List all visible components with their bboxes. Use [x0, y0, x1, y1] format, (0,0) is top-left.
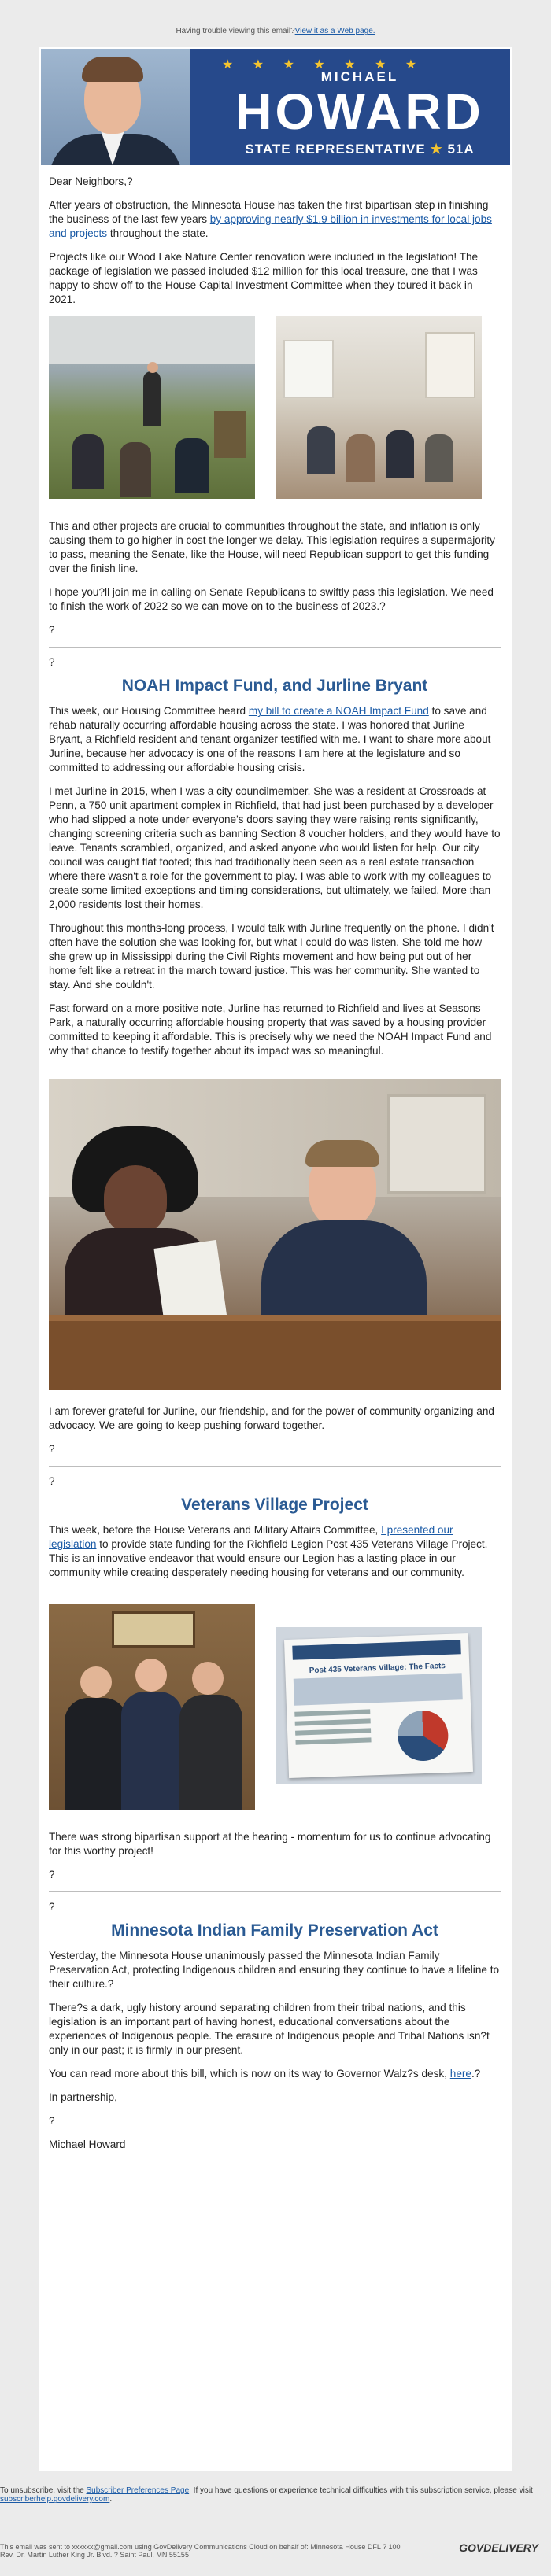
- icwa-paragraph-3: [49, 2067, 501, 2081]
- intro-paragraph-4: I hope you?ll join me in calling on Senate Republicans to swiftly pass this legislation. We need to finish the work of 2022 so we can move on to the business of 2023.?: [49, 586, 494, 612]
- portrait-photo: [41, 49, 190, 165]
- legion-group-photo: [49, 1604, 255, 1810]
- subscriber-preferences-link[interactable]: Subscriber Preferences Page: [86, 2486, 190, 2495]
- spacer-text: ?: [49, 2115, 55, 2127]
- noah-heading: NOAH Impact Fund, and Jurline Bryant: [121, 677, 428, 695]
- veterans-paragraph-2: There was strong bipartisan support at the hearing - momentum for us to continue advocating for this worthy project!: [49, 1831, 491, 1857]
- noah-text: to save and rehab naturally occurring affordable housing across the state. I was honored that Jurline Bryant, a Richfield resident and tenant organizer testified with me. I want to share more about Jurline, because her advocacy is one of the reasons I am here at the legislature and so committed to addressing our affordable housing crisis.: [49, 705, 491, 773]
- presented-legislation-link[interactable]: I presented our legislation: [49, 1524, 453, 1550]
- veterans-village-poster: [276, 1627, 482, 1784]
- preheader-text: Having trouble viewing this email?: [176, 27, 295, 35]
- noah-paragraph-3: Throughout this months-long process, I would talk with Jurline frequently on the phone. I didn't often have the solution she was looking for, but what I could do was listen. She told me how she grew up in Mississippi during the Civil Rights movement and how being put out of her home felt like a retreat in the march toward justice. This was her community. She wanted to stay. And she couldn't.: [49, 922, 494, 991]
- icwa-paragraph-1: Yesterday, the Minnesota House unanimously passed the Minnesota Indian Family Preservation Act, protecting Indigenous children and ensuring they continue to have a lifeline to their culture.?: [49, 1950, 500, 1990]
- read-more-link[interactable]: here: [449, 2068, 471, 2080]
- banner-district: 51A: [447, 142, 475, 157]
- indoor-tour-photo: [276, 316, 482, 499]
- hearing-photo: [49, 1079, 501, 1390]
- poster-title: Post 435 Veterans Village: The Facts: [309, 1662, 446, 1676]
- noah-bill-link[interactable]: my bill to create a NOAH Impact Fund: [248, 705, 429, 717]
- icwa-text: .?: [471, 2068, 481, 2080]
- wood-lake-photos: [49, 316, 501, 499]
- header-banner: [41, 49, 510, 165]
- icwa-text: You can read more about this bill, which is now on its way to Governor Walz?s desk,: [49, 2068, 450, 2080]
- email-body: [39, 47, 512, 2471]
- veterans-photos: [49, 1604, 501, 1810]
- spacer-text: ?: [49, 656, 55, 668]
- veterans-paragraph-1: [49, 1523, 501, 1580]
- spacer-text: ?: [49, 624, 55, 636]
- veterans-heading: Veterans Village Project: [181, 1496, 368, 1514]
- veterans-text: This week, before the House Veterans and Military Affairs Committee,: [49, 1524, 382, 1536]
- icwa-heading: Minnesota Indian Family Preservation Act: [111, 1921, 438, 1939]
- subscriber-help-link[interactable]: subscriberhelp.govdelivery.com: [0, 2495, 110, 2504]
- footer-text: . If you have questions or experience technical difficulties with this subscription service, please visit: [189, 2486, 533, 2495]
- noah-paragraph-4: Fast forward on a more positive note, Jurline has returned to Richfield and lives at Seasons Park, a naturally occurring affordable housing property that was saved by a housing provider committed to keeping it affordable. This is precisely why we need the NOAH Impact Fund and why that chance to testify together about its impact was so meaningful.: [49, 1002, 492, 1057]
- intro-text: throughout the state.: [107, 227, 209, 239]
- banner-last-name: HOWARD: [235, 83, 484, 140]
- intro-paragraph-3: This and other projects are crucial to communities throughout the state, and inflation is only causing them to go higher in cost the longer we delay. This legislation requires a supermajority to pass, meaning the Senate, like the House, will need Republican support to get this funding over the finish line.: [49, 520, 495, 574]
- investments-link[interactable]: by approving nearly $1.9 billion in investments for local jobs and projects: [49, 213, 492, 239]
- intro-paragraph-1: [49, 198, 501, 241]
- icwa-paragraph-2: There?s a dark, ugly history around separating children from their tribal nations, and this legislation is an important part of having honest, educational conversations about the experiences of Indigenous people. The erasure of Indigenous people and Tribal Nations isn?t only in our past; it is firmly in our present.: [49, 2002, 490, 2056]
- web-page-link[interactable]: View it as a Web page.: [294, 27, 375, 35]
- spacer-text: ?: [49, 1901, 55, 1913]
- banner-first-name: MICHAEL: [320, 69, 399, 84]
- spacer-text: ?: [49, 1475, 55, 1487]
- intro-text: After years of obstruction, the Minnesota House has taken the first bipartisan step in finishing the business of the last few years: [49, 199, 489, 225]
- star-icon: ★: [430, 142, 443, 157]
- footer-text: .: [109, 2495, 113, 2504]
- section-divider: [49, 1466, 501, 1467]
- noah-paragraph-1: [49, 704, 501, 775]
- footer-text: To unsubscribe, visit the: [0, 2486, 87, 2495]
- spacer-text: ?: [49, 1869, 55, 1880]
- banner-title: STATE REPRESENTATIVE: [245, 142, 426, 157]
- banner-stars: ★ ★ ★ ★ ★ ★ ★: [222, 58, 425, 72]
- noah-text: This week, our Housing Committee heard: [49, 705, 249, 717]
- sender-line-2: Rev. Dr. Martin Luther King Jr. Blvd. ? Saint Paul, MN 55155: [0, 2551, 189, 2559]
- spacer-text: ?: [49, 1443, 55, 1455]
- noah-paragraph-2: I met Jurline in 2015, when I was a city councilmember. She was a resident at Crossroads at Penn, a 750 unit apartment complex in Richfield, that had just been purchased by a developer who had slipped a note under everyone's doors saying they were raising rents significantly, changing screening criteria such as banning Section 8 voucher holders, and they would have to leave. Tenants scrambled, organized, and asked anyone who would listen for help. Our city council was caught flat footed; this had traditionally been seen as a real estate transaction where there wasn't a role for the government to play. I was able to work with my colleagues to create some limited exceptions and timing considerations, but ultimately, we failed. More than 2,000 residents lost their homes.: [49, 785, 501, 910]
- outdoor-tour-photo: [49, 316, 255, 499]
- banner-subtitle: [213, 142, 507, 157]
- section-divider: [49, 647, 501, 648]
- greeting: Dear Neighbors,?: [49, 175, 133, 187]
- sender-line-1: This email was sent to xxxxxx@gmail.com using GovDelivery Communications Cloud on behalf of: Minnesota House DFL ? 100: [0, 2543, 401, 2551]
- preheader: [0, 0, 551, 46]
- section-divider: [49, 1891, 501, 1892]
- email-content: [49, 175, 501, 2161]
- portrait-hair: [82, 57, 143, 82]
- intro-paragraph-2: Projects like our Wood Lake Nature Center renovation were included in the legislation! The package of legislation we passed included $12 million for this local treasure, one that I was happy to show off to the House Capital Investment Committee when they toured it back in 2021.: [49, 251, 479, 305]
- veterans-text: to provide state funding for the Richfield Legion Post 435 Veterans Village Project. This is an innovative endeavor that would ensure our Legion has a lasting place in our community while creating desperately needing housing for veterans and our community.: [49, 1538, 488, 1578]
- unsubscribe-footer: [0, 2486, 551, 2504]
- noah-paragraph-5: I am forever grateful for Jurline, our friendship, and for the power of community organizing and advocacy. We are going to keep pushing forward together.: [49, 1405, 494, 1431]
- closing: In partnership,: [49, 2091, 117, 2103]
- govdelivery-logo: GOVDELIVERY: [459, 2541, 538, 2554]
- signature: Michael Howard: [49, 2139, 126, 2150]
